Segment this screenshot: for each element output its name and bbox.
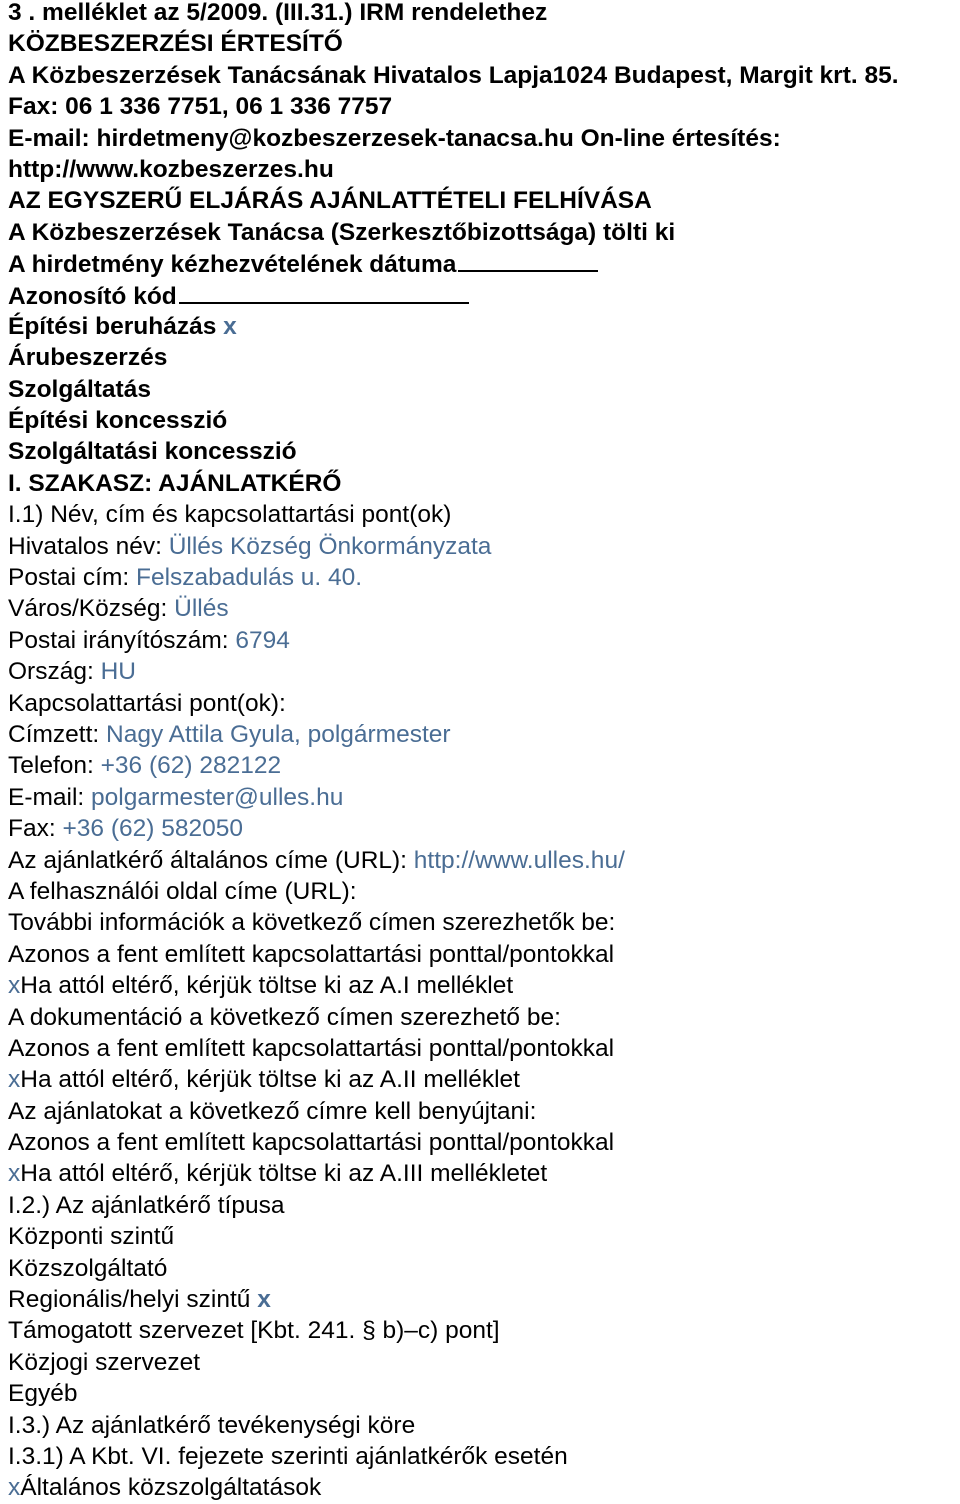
subsection-title: I.3.) Az ajánlatkérő tevékenységi köre <box>8 1411 416 1439</box>
section-heading: I. SZAKASZ: AJÁNLATKÉRŐ <box>8 469 342 497</box>
field-email <box>8 782 956 813</box>
authority-type-public-law <box>8 1347 956 1378</box>
contract-type-label: Építési beruházás <box>8 312 217 340</box>
website-line: http://www.kozbeszerzes.hu <box>8 155 334 183</box>
id-code-row <box>8 280 956 311</box>
field-value: Felszabadulás u. 40. <box>136 564 363 592</box>
checkbox-mark: x <box>8 1160 21 1188</box>
subsection-title: I.1) Név, cím és kapcsolattartási pont(ok) <box>8 501 452 529</box>
publication-title: KÖZBESZERZÉSI ÉRTESÍTŐ <box>8 30 343 58</box>
field-fax <box>8 813 956 844</box>
authority-type-subsidised <box>8 1315 956 1346</box>
receipt-date-label: A hirdetmény kézhezvételének dátuma <box>8 251 457 279</box>
field-postal-address <box>8 562 956 593</box>
field-label: Ország: <box>8 658 94 686</box>
contract-type-label: Szolgáltatás <box>8 375 151 403</box>
info-address-otherwise <box>8 970 956 1001</box>
contract-type-supply <box>8 342 956 373</box>
otherwise-text: Ha attól eltérő, kérjük töltse ki az A.III mellékletet <box>20 1160 548 1188</box>
submission-address-same: Azonos a fent említett kapcsolattartási ponttal/pontokkal <box>8 1129 615 1157</box>
checkbox-mark: x <box>8 1066 21 1094</box>
otherwise-text: Ha attól eltérő, kérjük töltse ki az A.II melléklet <box>20 1066 520 1094</box>
contract-type-label: Szolgáltatási koncesszió <box>8 438 297 466</box>
contract-type-mark: x <box>223 312 237 340</box>
field-country <box>8 656 956 687</box>
contract-type-service <box>8 374 956 405</box>
contact-points-label: Kapcsolattartási pont(ok): <box>8 689 286 717</box>
receipt-date-row <box>8 248 956 279</box>
notice-title: AZ EGYSZERŰ ELJÁRÁS AJÁNLATTÉTELI FELHÍVÁSA <box>8 187 652 215</box>
field-value: polgarmester@ulles.hu <box>91 783 344 811</box>
field-value: http://www.ulles.hu/ <box>413 846 625 874</box>
activity-general-services <box>8 1472 956 1503</box>
id-code-blank <box>179 280 469 304</box>
contract-type-service-concession <box>8 436 956 467</box>
field-general-url <box>8 845 956 876</box>
authority-type-mark: x <box>257 1286 271 1314</box>
field-value: +36 (62) 282122 <box>100 752 282 780</box>
field-phone <box>8 750 956 781</box>
info-address-heading: További információk a következő címen szerezhetők be: <box>8 909 616 937</box>
authority-type-label: Regionális/helyi szintű <box>8 1286 251 1314</box>
annex-reference: 3 . melléklet az 5/2009. (III.31.) IRM rendelethez <box>8 0 548 26</box>
authority-type-label: Egyéb <box>8 1380 78 1408</box>
email-online-line: E-mail: hirdetmeny@kozbeszerzesek-tanacsa.hu On-line értesítés: <box>8 124 781 152</box>
field-value: Üllés <box>174 595 229 623</box>
docs-address-otherwise <box>8 1064 956 1095</box>
field-addressee <box>8 719 956 750</box>
field-value: Üllés Község Önkormányzata <box>168 532 492 560</box>
field-value: 6794 <box>235 626 290 654</box>
authority-type-other <box>8 1378 956 1409</box>
authority-type-utility <box>8 1253 956 1284</box>
subsection-title: I.3.1) A Kbt. VI. fejezete szerinti ajánlatkérők esetén <box>8 1442 568 1470</box>
field-label: Hivatalos név: <box>8 532 162 560</box>
authority-type-label: Közszolgáltató <box>8 1254 168 1282</box>
authority-type-label: Központi szintű <box>8 1223 175 1251</box>
field-label: Címzett: <box>8 720 100 748</box>
contract-type-construction <box>8 311 956 342</box>
docs-address-heading: A dokumentáció a következő címen szerezhető be: <box>8 1003 561 1031</box>
field-label: Város/Község: <box>8 595 168 623</box>
authority-type-regional <box>8 1284 956 1315</box>
checkbox-mark: x <box>8 972 21 1000</box>
field-town <box>8 593 956 624</box>
filled-by-note: A Közbeszerzések Tanácsa (Szerkesztőbizottsága) tölti ki <box>8 218 676 246</box>
field-postal-code <box>8 625 956 656</box>
contract-type-label: Árubeszerzés <box>8 344 168 372</box>
authority-type-label: Közjogi szervezet <box>8 1348 201 1376</box>
field-label: E-mail: <box>8 783 85 811</box>
otherwise-text: Ha attól eltérő, kérjük töltse ki az A.I melléklet <box>20 972 514 1000</box>
field-value: HU <box>100 658 136 686</box>
authority-type-central <box>8 1221 956 1252</box>
document-page <box>8 0 956 1504</box>
info-address-same: Azonos a fent említett kapcsolattartási ponttal/pontokkal <box>8 940 615 968</box>
contract-type-works-concession <box>8 405 956 436</box>
subsection-title: I.2.) Az ajánlatkérő típusa <box>8 1191 285 1219</box>
field-label: A felhasználói oldal címe (URL): <box>8 877 357 905</box>
contract-type-label: Építési koncesszió <box>8 407 228 435</box>
field-label: Postai cím: <box>8 564 130 592</box>
field-value: Nagy Attila Gyula, polgármester <box>106 720 451 748</box>
publication-subtitle: A Közbeszerzések Tanácsának Hivatalos Lapja1024 Budapest, Margit krt. 85. <box>8 61 899 89</box>
field-buyer-profile-url <box>8 876 956 907</box>
submission-address-heading: Az ajánlatokat a következő címre kell benyújtani: <box>8 1097 537 1125</box>
fax-line: Fax: 06 1 336 7751, 06 1 336 7757 <box>8 93 393 121</box>
field-label: Telefon: <box>8 752 94 780</box>
field-official-name <box>8 531 956 562</box>
receipt-date-blank <box>458 248 598 272</box>
field-label: Az ajánlatkérő általános címe (URL): <box>8 846 407 874</box>
field-value: +36 (62) 582050 <box>62 815 243 843</box>
id-code-label: Azonosító kód <box>8 282 177 310</box>
activity-label: Általános közszolgáltatások <box>20 1474 322 1502</box>
field-label: Fax: <box>8 815 56 843</box>
docs-address-same: Azonos a fent említett kapcsolattartási ponttal/pontokkal <box>8 1034 615 1062</box>
checkbox-mark: x <box>8 1474 21 1502</box>
field-label: Postai irányítószám: <box>8 626 229 654</box>
authority-type-label: Támogatott szervezet [Kbt. 241. § b)–c) pont] <box>8 1317 500 1345</box>
submission-address-otherwise <box>8 1158 956 1189</box>
